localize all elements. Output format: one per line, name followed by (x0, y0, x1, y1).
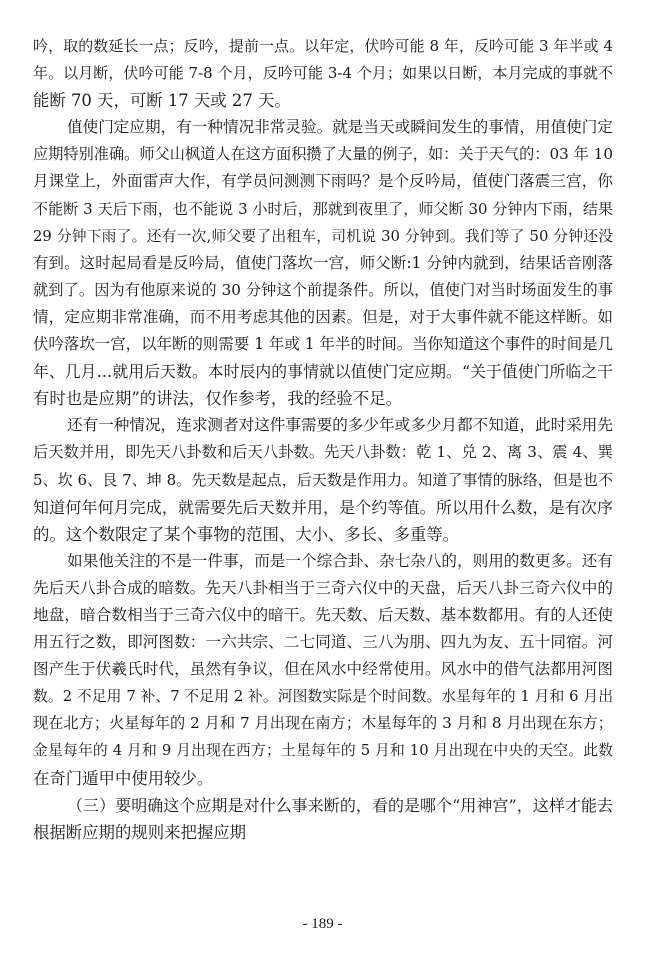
text-line: 月课堂上，外面雷声大作，有学员问测测下雨吗？是个反吟局，值使门落震三宫，你 (33, 172, 613, 191)
text-line: 现在北方；火星每年的 2 月和 7 月出现在南方；木星每年的 3 月和 8 月出现在东方； (33, 714, 613, 733)
text-line: 年、几月…就用后天数。本时辰内的事情就以值使门定应期。“关于值使门所临之干 (33, 362, 613, 382)
text-line: 图产生于伏羲氏时代，虽然有争议，但在风水中经常使用。风水中的借气法都用河图 (33, 660, 613, 679)
text-line: 知道何年何月完成，就需要先后天数并用，是个约等值。所以用什么数，是有次序 (33, 497, 613, 517)
text-line: 不能断 3 天后下雨，也不能说 3 小时后，那就到夜里了，师父断 30 分钟内下雨，结果 (33, 199, 613, 218)
text-line: 吟，取的数延长一点；反吟，提前一点。以年定，伏吟可能 8 年，反吟可能 3 年半或 4 (33, 37, 613, 55)
text-line: 的。这个数限定了某个事物的范围、大小、多长、多重等。 (33, 524, 460, 544)
text-line: 29 分钟下雨了。还有一次,师父要了出租车，司机说 30 分钟到。我们等了 50 分钟还没 (33, 227, 613, 245)
text-line: 年。以月断，伏吟可能 7-8 个月，反吟可能 3-4 个月；如果以日断，本月完成的事就不 (33, 64, 613, 83)
text-line: 后天数并用，即先天八卦数和后天八卦数。先天八卦数：乾 1、兑 2、离 3、震 4、巽 (33, 443, 613, 462)
document-page (33, 33, 613, 846)
text-line: 就到了。因为有他原来说的 30 分钟这个前提条件。所以，值使门对当时场面发生的事 (33, 280, 613, 299)
text-line: 能断 70 天，可断 17 天或 27 天。 (33, 91, 291, 111)
page-number: - 189 - (302, 916, 343, 932)
text-line: 先后天八卦合成的暗数。先天八卦相当于三奇六仪中的天盘，后天八卦三奇六仪中的 (33, 578, 613, 597)
paragraph (33, 548, 613, 792)
text-line: 有到。这时起局看是反吟局，值使门落坎一宫，师父断:1 分钟内就到，结果话音刚落 (33, 253, 613, 272)
text-line: 情，定应期非常准确，而不用考虑其他的因素。但是，对于大事件就不能这样断。如 (33, 307, 613, 326)
text-line: 金星每年的 4 月和 9 月出现在西方；土星每年的 5 月和 10 月出现在中央的天空。此数 (33, 742, 613, 760)
paragraph (33, 33, 613, 114)
text-line: 应期特别准确。师父山枫道人在这方面积攒了大量的例子，如：关于天气的：03 年 10 (33, 145, 613, 164)
text-line: 在奇门遁甲中使用较少。 (33, 768, 214, 788)
text-line: 还有一种情况，连求测者对这件事需要的多少年或多少月都不知道，此时采用先 (67, 416, 613, 435)
text-line: （三）要明确这个应期是对什么事来断的，看的是哪个“用神宫”，这样才能去 (67, 795, 613, 815)
text-line: 伏吟落坎一宫，以年断的则需要 1 年或 1 年半的时间。当你知道这个事件的时间是几 (33, 335, 613, 354)
text-line: 地盘，暗合数相当于三奇六仪中的暗干。先天数、后天数、基本数都用。有的人还使 (33, 605, 613, 624)
text-line: 根据断应期的规则来把握应期 (33, 822, 247, 842)
text-line: 有时也是应期”的讲法，仅作参考，我的经验不足。 (33, 389, 402, 409)
text-line: 如果他关注的不是一件事，而是一个综合卦、杂七杂八的，则用的数更多。还有 (67, 551, 613, 570)
paragraph (33, 412, 613, 547)
text-line: 值使门定应期，有一种情况非常灵验。就是当天或瞬间发生的事情，用值使门定 (67, 118, 613, 137)
text-line: 5、坎 6、艮 7、坤 8。先天数是起点，后天数是作用力。知道了事情的脉络，但是也不 (33, 470, 613, 489)
text-line: 数。2 不足用 7 补、7 不足用 2 补。河图数实际是个时间数。水星每年的 1 月和 6 月出 (33, 688, 613, 706)
paragraph (33, 114, 613, 412)
paragraph (33, 792, 613, 846)
text-line: 用五行之数，即河图数：一六共宗、二七同道、三八为朋、四九为友、五十同宿。河 (33, 633, 613, 652)
